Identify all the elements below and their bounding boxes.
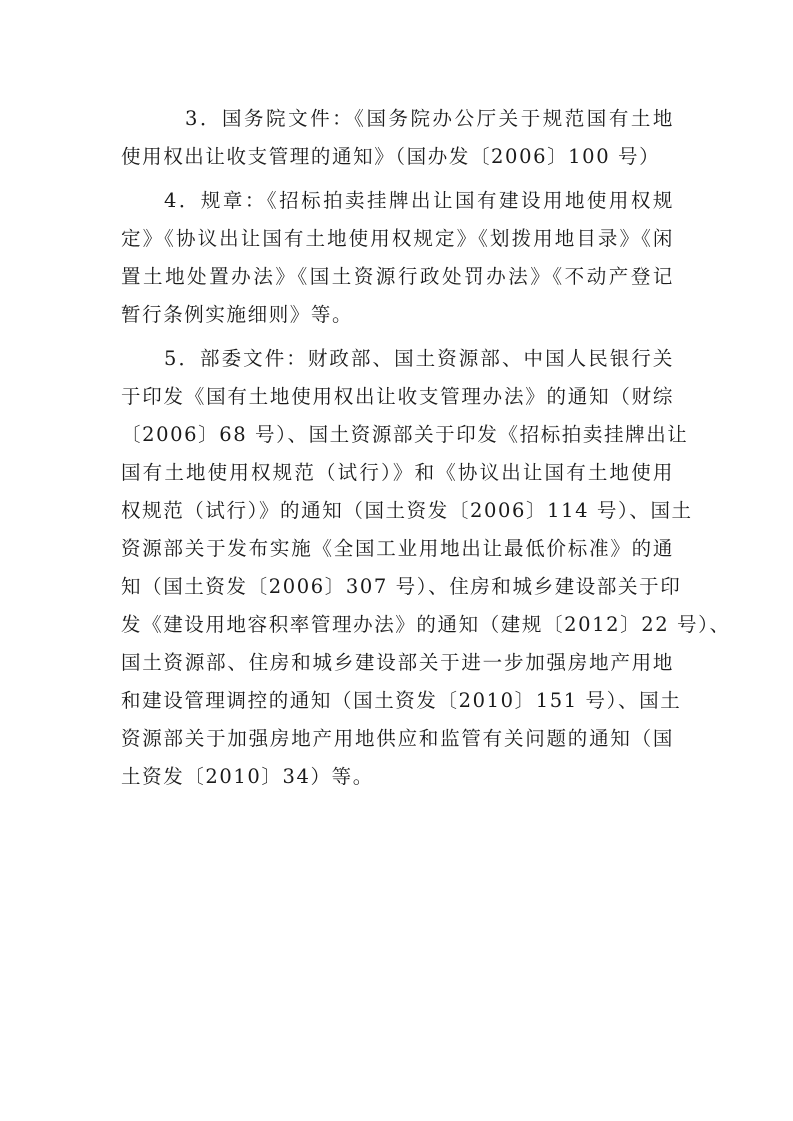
text-line: 知（国土资发〔2006〕307 号）、住房和城乡建设部关于印 bbox=[121, 575, 682, 598]
text-line: 于印发《国有土地使用权出让收支管理办法》的通知（财综 bbox=[121, 385, 674, 408]
text-line: 使用权出让收支管理的通知》（国办发〔2006〕100 号） bbox=[121, 145, 661, 168]
text-line: 暂行条例实施细则》等。 bbox=[121, 303, 354, 326]
text-line: 定》《协议出让国有土地使用权规定》《划拨用地目录》《闲 bbox=[121, 227, 674, 250]
text-line: 置土地处置办法》《国土资源行政处罚办法》《不动产登记 bbox=[121, 265, 674, 288]
text-line: 5．部委文件：财政部、国土资源部、中国人民银行关 bbox=[164, 347, 674, 370]
text-line: 权规范（试行）》的通知（国土资发〔2006〕114 号）、国土 bbox=[121, 499, 693, 522]
text-line: 发《建设用地容积率管理办法》的通知（建规〔2012〕22 号）、 bbox=[121, 613, 731, 636]
text-line: 资源部关于发布实施《全国工业用地出让最低价标准》的通 bbox=[121, 537, 674, 560]
text-line: 〔2006〕68 号）、国土资源部关于印发《招标拍卖挂牌出让 bbox=[121, 423, 689, 446]
paragraph-state-council-docs bbox=[121, 100, 674, 176]
paragraph-regulations bbox=[121, 182, 674, 334]
text-line: 4．规章：《招标拍卖挂牌出让国有建设用地使用权规 bbox=[164, 189, 674, 212]
text-line: 国土资源部、住房和城乡建设部关于进一步加强房地产用地 bbox=[121, 651, 674, 674]
text-line: 3．国务院文件：《国务院办公厅关于规范国有土地 bbox=[185, 107, 674, 130]
document-body bbox=[121, 100, 731, 796]
text-line: 资源部关于加强房地产用地供应和监管有关问题的通知（国 bbox=[121, 727, 674, 750]
text-line: 和建设管理调控的通知（国土资发〔2010〕151 号）、国土 bbox=[121, 689, 682, 712]
paragraph-ministry-docs bbox=[121, 340, 731, 796]
text-line: 国有土地使用权规范（试行）》和《协议出让国有土地使用 bbox=[121, 461, 674, 484]
text-line: 土资发〔2010〕34）等。 bbox=[121, 765, 374, 788]
